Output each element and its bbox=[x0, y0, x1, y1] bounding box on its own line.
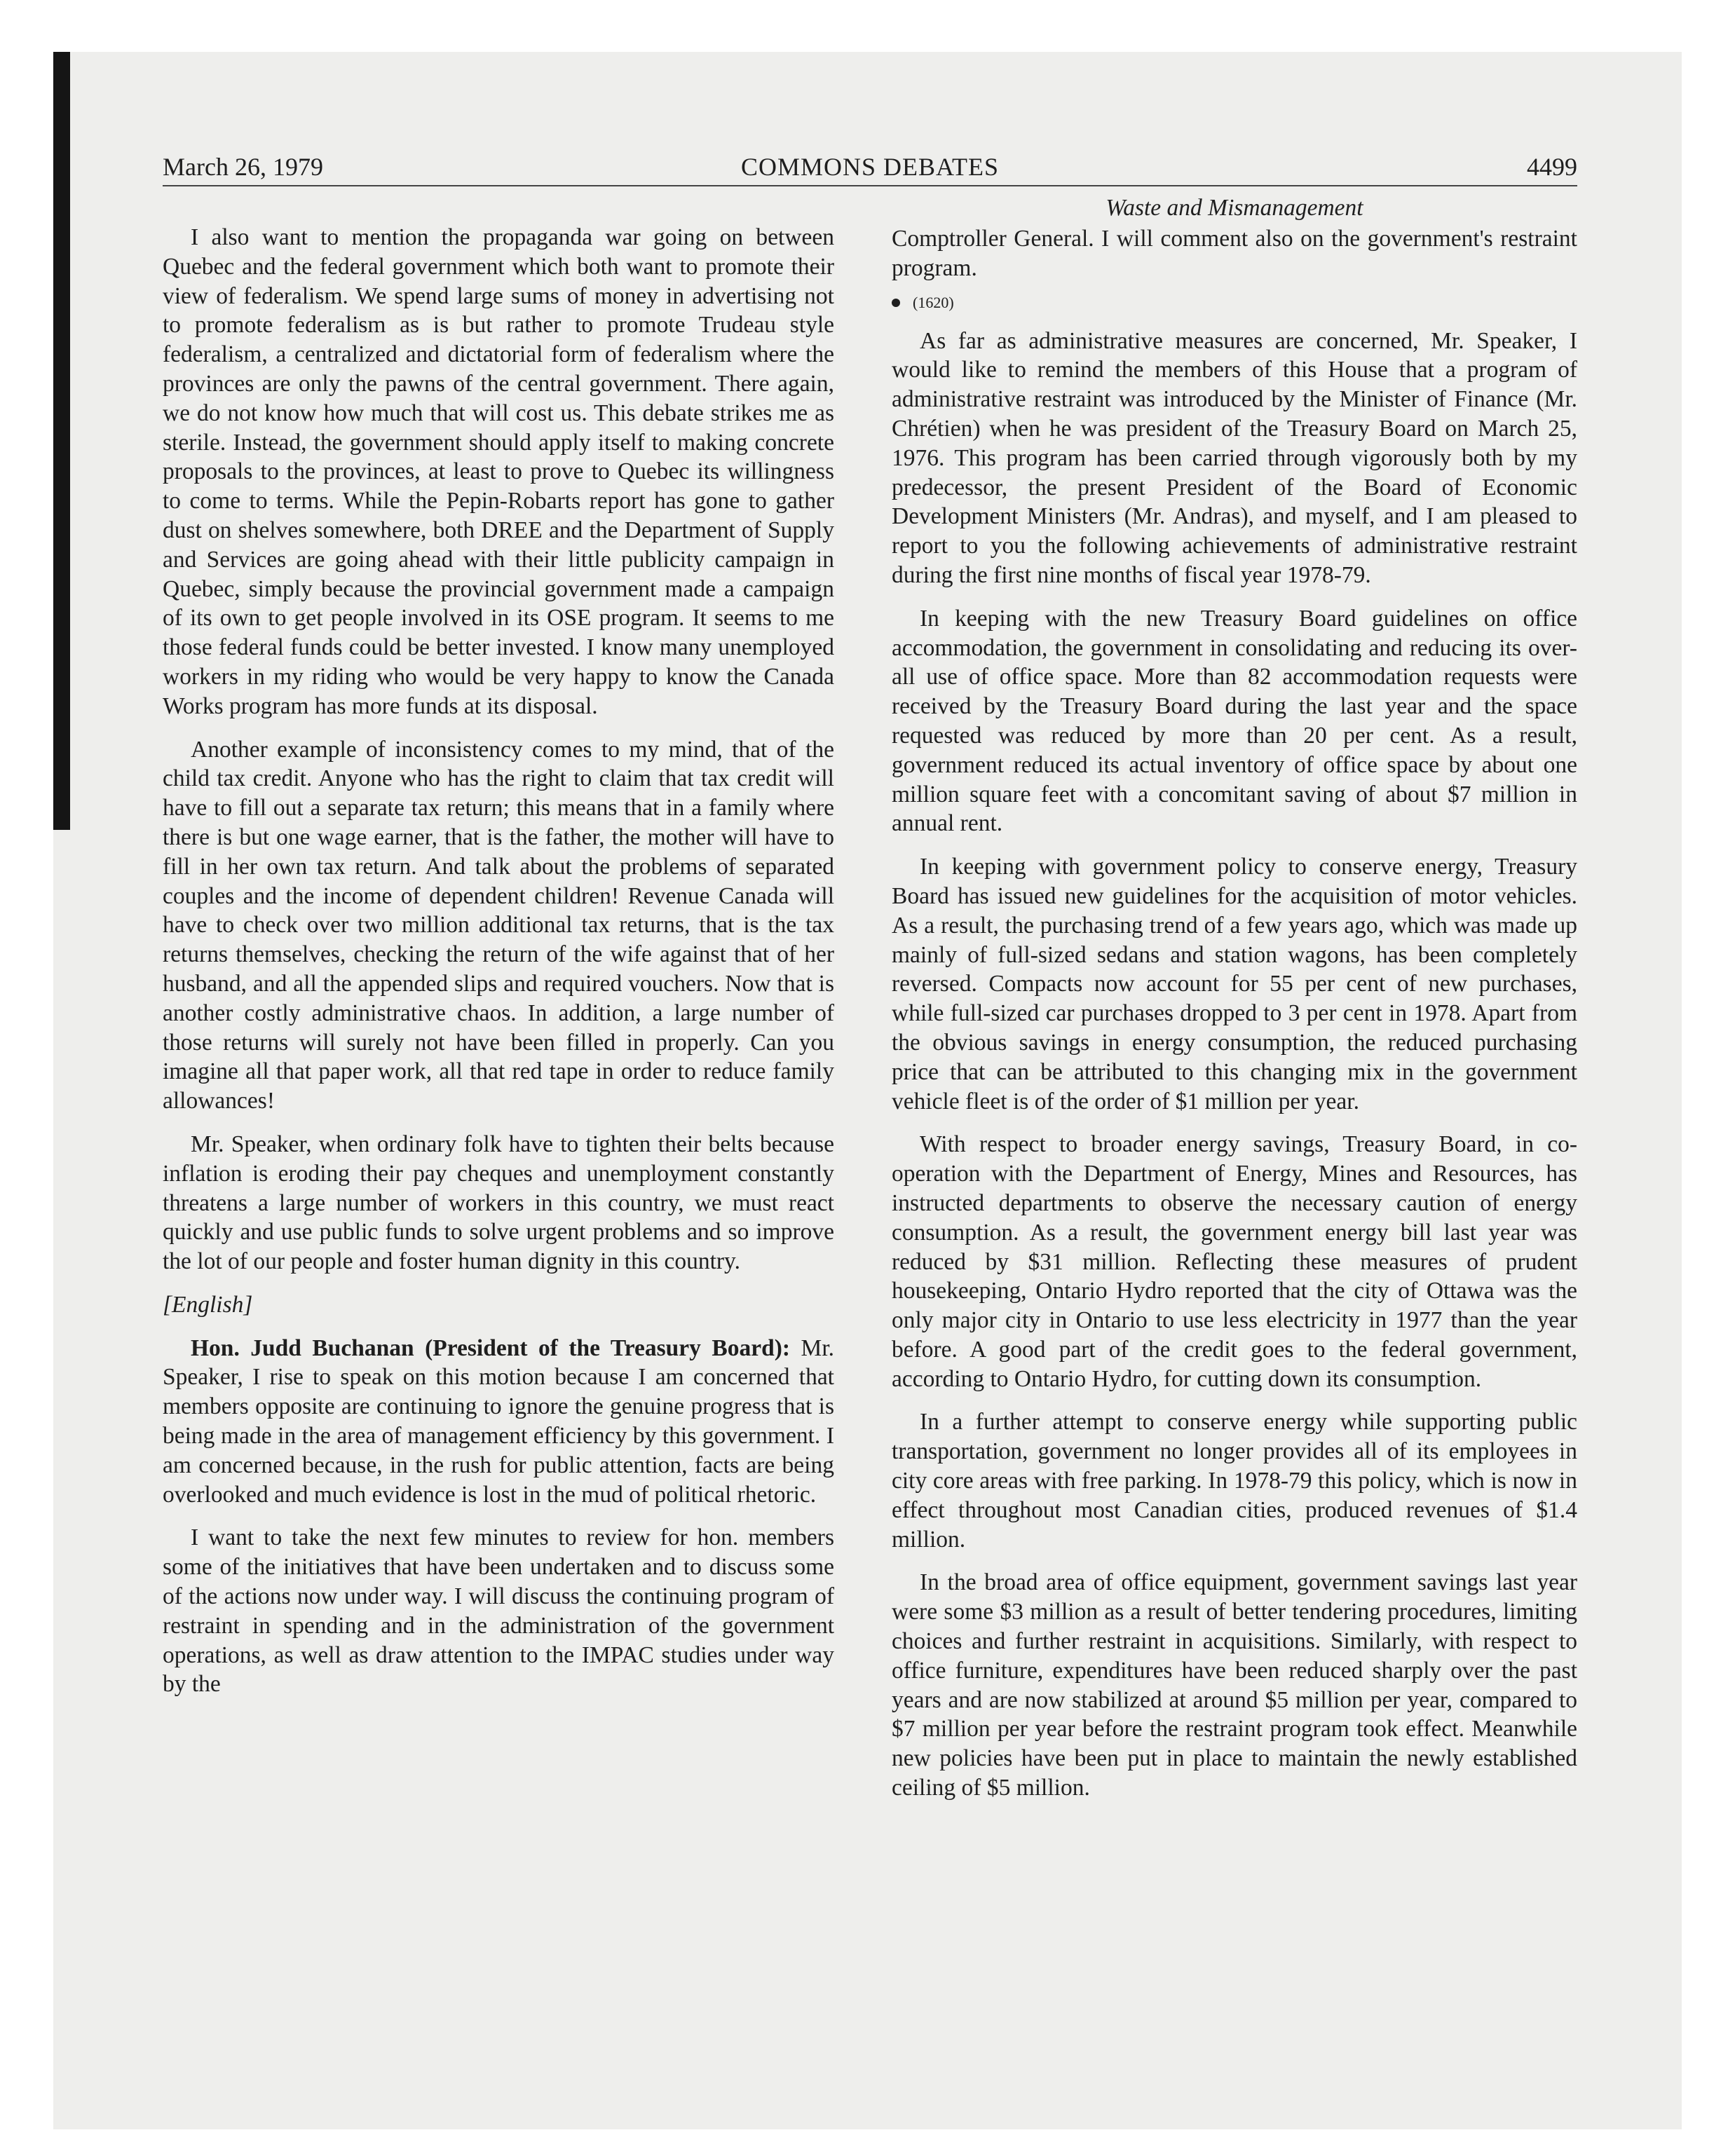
time-stamp bbox=[892, 289, 1577, 317]
speaker-paragraph bbox=[163, 1334, 834, 1510]
document-page bbox=[163, 149, 1577, 1801]
bullet-icon bbox=[892, 299, 900, 307]
running-head: Waste and Mismanagement bbox=[1105, 195, 1363, 221]
paragraph: With respect to broader energy savings, Treasury Board, in co-operation with the Department of Energy, Mines and Resources, has instructed departments to observe the necessary caution of energy consumption. As a result, the government energy bill last year was reduced by $31 million. Reflecting these measures of prudent housekeeping, Ontario Hydro reported that the city of Ottawa was the only major city in Ontario to use less electricity in 1977 than the year before. A good part of the credit goes to the federal government, according to Ontario Hydro, for cutting down its consumption. bbox=[892, 1131, 1577, 1392]
right-column bbox=[892, 193, 1577, 1817]
header-date: March 26, 1979 bbox=[163, 153, 323, 181]
paragraph: In keeping with the new Treasury Board guidelines on office accommodation, the government in consolidating and reducing its over-all use of office space. More than 82 accommodation requests were received by the Treasury Board during the last year and the space requested was reduced by more than 20 per cent. As a result, government reduced its actual inventory of office space by about one million square feet with a concomitant saving of about $7 million in annual rent. bbox=[892, 605, 1577, 837]
speaker-name: Hon. Judd Buchanan (President of the Treasury Board): bbox=[191, 1335, 791, 1361]
paragraph: As far as administrative measures are concerned, Mr. Speaker, I would like to remind the members of this House that a program of administrative restraint was introduced by the Minister of Finance (Mr. Chrétien) when he was president of the Treasury Board on March 25, 1976. This program has been carried through vigorously both by my predecessor, the present President of the Board of Economic Development Ministers (Mr. Andras), and myself, and I am pleased to report to you the following achievements of administrative restraint during the first nine months of fiscal year 1978-79. bbox=[892, 327, 1577, 588]
language-marker: [English] bbox=[163, 1291, 253, 1318]
paragraph: I also want to mention the propaganda war going on between Quebec and the federal government which both want to promote their view of federalism. We spend large sums of money in advertising not to promote federalism as is but rather to promote Trudeau style federalism, a centralized and dictatorial form of federalism where the provinces are only the pawns of the central government. There again, we do not know how much that will cost us. This debate strikes me as sterile. Instead, the government should apply itself to making concrete proposals to the provinces, at least to prove to Quebec its willingness to come to terms. While the Pepin-Robarts report has gone to gather dust on shelves somewhere, both DREE and the Department of Supply and Services are going ahead with their little publicity campaign in Quebec, simply because the provincial government made a campaign of its own to get people involved in its OSE program. It seems to me those federal funds could be better invested. I know many unemployed workers in my riding who would be very happy to know the Canada Works program has more funds at its disposal. bbox=[163, 224, 834, 719]
paragraph: In keeping with government policy to conserve energy, Treasury Board has issued new guidelines for the acquisition of motor vehicles. As a result, the purchasing trend of a few years ago, which was made up mainly of full-sized sedans and station wagons, has been completely reversed. Compacts now account for 55 per cent of new purchases, while full-sized car purchases dropped to 3 per cent in 1978. Apart from the obvious savings in energy consumption, the reduced purchasing price that can be attributed to this changing mix in the government vehicle fleet is of the order of $1 million per year. bbox=[892, 854, 1577, 1114]
page-header bbox=[163, 149, 1577, 186]
paragraph: In a further attempt to conserve energy while supporting public transportation, government no longer provides all of its employees in city core areas with free parking. In 1978-79 this policy, which is now in effect throughout most Canadian cities, produced revenues of $1.4 million. bbox=[892, 1409, 1577, 1553]
time-stamp-text: (1620) bbox=[913, 293, 954, 311]
paragraph: I want to take the next few minutes to review for hon. members some of the initiatives that have been undertaken and to discuss some of the actions now under way. I will discuss the continuing program of restraint in spending and in the administration of the government operations, as well as draw attention to the IMPAC studies under way by the bbox=[163, 1524, 834, 1698]
paragraph: Another example of inconsistency comes to my mind, that of the child tax credit. Anyone who has the right to claim that tax credit will have to fill out a separate tax return; this means that in a family where there is but one wage earner, that is the father, the mother will have to fill in her own tax return. And talk about the problems of separated couples and the income of dependent children! Revenue Canada will have to check over two million additional tax returns, that is the tax returns themselves, checking the return of the wife against that of her husband, and all the appended slips and required vouchers. Now that is another costly administrative chaos. In addition, a large number of those returns will surely not have been filled in properly. Can you imagine all that paper work, all that red tape in order to reduce family allowances! bbox=[163, 736, 834, 1114]
binding-edge-shadow bbox=[53, 52, 70, 830]
header-page-number: 4499 bbox=[1527, 153, 1577, 181]
paragraph: In the broad area of office equipment, government savings last year were some $3 million as a result of better tendering procedures, limiting choices and further restraint in acquisitions. Similarly, with respect to office furniture, expenditures have been reduced sharply over the past years and are now stabilized at around $5 million per year, compared to $7 million per year before the restraint program took effect. Meanwhile new policies have been put in place to maintain the newly established ceiling of $5 million. bbox=[892, 1569, 1577, 1801]
left-column bbox=[163, 223, 834, 1713]
paragraph: Comptroller General. I will comment also on the government's restraint program. bbox=[892, 226, 1577, 281]
header-publication: COMMONS DEBATES bbox=[740, 153, 1000, 181]
speaker-text: Mr. Speaker, I rise to speak on this motion because I am concerned that members opposite are continuing to ignore the genuine progress that is being made in the area of management efficiency by this government. I am concerned because, in the rush for public attention, facts are being overlooked and much evidence is lost in the mud of political rhetoric. bbox=[163, 1335, 835, 1508]
paragraph: Mr. Speaker, when ordinary folk have to tighten their belts because inflation is eroding their pay cheques and unemployment constantly threatens a large number of workers in this country, we must react quickly and use public funds to solve urgent problems and so improve the lot of our people and foster human dignity in this country. bbox=[163, 1131, 834, 1275]
